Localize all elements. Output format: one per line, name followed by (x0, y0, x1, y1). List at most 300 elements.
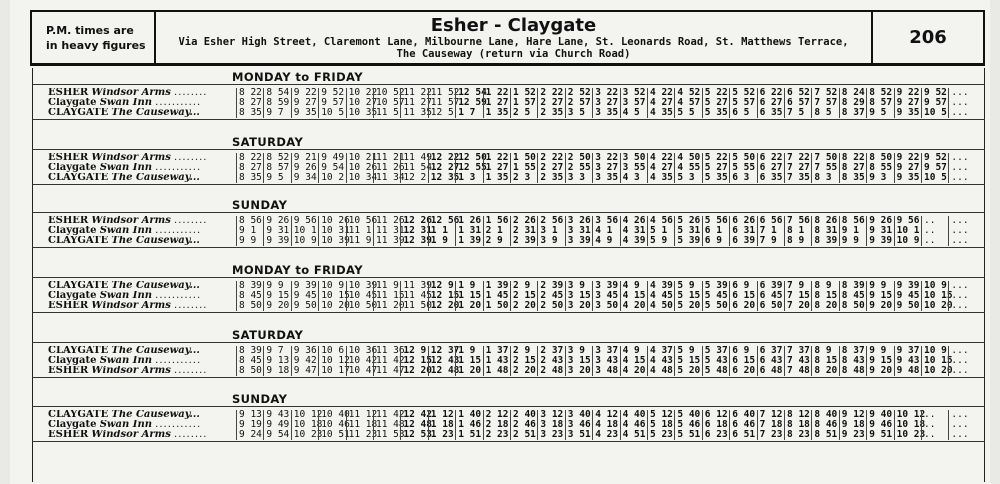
departure-time: 3 20 (567, 365, 591, 376)
journey-column (921, 153, 951, 183)
departure-time: 1 35 (485, 172, 509, 183)
stop-point: The Causeway... (111, 173, 200, 183)
departure-time: 9 45 (896, 290, 920, 301)
departure-time: 8 22 (841, 152, 865, 163)
stop-point: Swan Inn (99, 291, 152, 301)
departure-time: 8 20 (814, 300, 838, 311)
departure-time: 4 31 (622, 225, 646, 236)
departure-time: 7 23 (759, 429, 783, 440)
departure-time: 2 12 (485, 409, 509, 420)
departure-time: 5 23 (650, 429, 673, 440)
journey-column (839, 410, 869, 440)
day-heading: MONDAY to FRIDAY (232, 263, 363, 277)
departure-time: 11 21 (376, 152, 405, 163)
departure-time: 7 22 (787, 152, 810, 163)
departure-time: 8 35 (841, 172, 865, 183)
departure-time: 8 27 (841, 162, 865, 173)
departure-time: 9 52 (321, 87, 345, 98)
departure-time: 1 15 (458, 355, 482, 366)
departure-time: 3 50 (595, 300, 619, 311)
departure-time: 3 57 (622, 97, 646, 108)
departure-time: 6 50 (759, 300, 783, 311)
departure-time: 11 49 (403, 152, 432, 163)
journey-column (565, 281, 595, 311)
departure-time: 4 9 (595, 235, 613, 246)
departure-time: ... (951, 290, 969, 301)
departure-time: 8 43 (841, 355, 865, 366)
departure-time: 8 51 (814, 429, 838, 440)
timetable-section (32, 263, 985, 313)
stop-point: The Causeway... (111, 346, 200, 356)
departure-time: 3 52 (622, 87, 646, 98)
departure-time: 9 52 (924, 87, 947, 98)
departure-time: 8 35 (239, 172, 262, 183)
departure-time: 9 39 (869, 235, 893, 246)
departure-time: 1 27 (485, 162, 509, 173)
departure-time: 8 52 (869, 87, 893, 98)
departure-time: ... (951, 97, 969, 108)
departure-time: 6 40 (732, 409, 756, 420)
stop-place: ESHER (48, 366, 89, 376)
journey-column (592, 153, 622, 183)
journey-column (674, 88, 704, 118)
departure-time: .. (924, 235, 936, 246)
journey-column (565, 216, 595, 246)
stop-labels (48, 346, 236, 376)
journey-column (537, 153, 567, 183)
departure-time: 6 20 (732, 300, 756, 311)
departure-time: 9 54 (321, 162, 345, 173)
departure-time: 9 37 (896, 345, 920, 356)
day-heading: MONDAY to FRIDAY (232, 70, 363, 84)
departure-time: 9 15 (869, 290, 893, 301)
departure-time: 6 39 (759, 280, 783, 291)
departure-time: 4 27 (650, 162, 673, 173)
departure-time: 10 18 (293, 419, 323, 430)
departure-time: 8 56 (841, 215, 865, 226)
departure-time: 8 3 (814, 172, 832, 183)
departure-time: 4 27 (650, 97, 673, 108)
departure-time: 3 39 (595, 280, 619, 291)
departure-time: 12 50 (458, 152, 487, 163)
journey-column (510, 153, 540, 183)
departure-time: 8 45 (841, 290, 865, 301)
departure-time: 4 20 (622, 300, 646, 311)
journey-column (318, 153, 348, 183)
departure-time: 4 35 (650, 107, 673, 118)
departure-time: 7 1 (759, 225, 777, 236)
departure-time: 3 56 (595, 215, 619, 226)
departure-time: 5 35 (704, 172, 728, 183)
departure-time: 2 31 (513, 225, 536, 236)
departure-time: 9 19 (239, 419, 262, 430)
departure-time: 8 9 (814, 280, 832, 291)
journey-column (674, 346, 704, 376)
departure-time: ... (951, 225, 969, 236)
departure-time: 11 22 (403, 87, 432, 98)
departure-time: 3 12 (540, 409, 564, 420)
stop-label (48, 236, 236, 246)
departure-time: 2 40 (513, 409, 536, 420)
journey-column (757, 410, 787, 440)
journey-column (839, 281, 869, 311)
departure-time: 1 43 (485, 355, 509, 366)
departure-time: 12 9 (403, 345, 427, 356)
journey-column (428, 153, 458, 183)
departure-time: 8 50 (239, 365, 262, 376)
departure-time: 9 51 (869, 429, 893, 440)
departure-time: 12 48 (403, 419, 432, 430)
stop-place: ESHER (48, 430, 89, 440)
departure-time: 10 39 (321, 235, 350, 246)
leader-dots: ........... (155, 291, 202, 301)
stop-point: Windsor Arms (91, 301, 171, 311)
departure-time: 5 56 (704, 215, 728, 226)
departure-time: 10 21 (348, 152, 378, 163)
departure-time: 11 42 (376, 355, 405, 366)
departure-time: 4 46 (622, 419, 646, 430)
departure-time: 5 35 (704, 107, 728, 118)
stop-place: Claygate (48, 356, 97, 366)
departure-time: 6 51 (732, 429, 756, 440)
departure-time: 7 18 (759, 419, 783, 430)
departure-time: 7 5 (787, 107, 805, 118)
departure-time: 5 39 (677, 235, 701, 246)
journey-column (784, 281, 814, 311)
journey-column (839, 346, 869, 376)
leader-dots: ........ (174, 88, 208, 98)
departure-time: .. (924, 215, 936, 226)
journey-column (866, 153, 896, 183)
departure-time: 11 31 (376, 225, 405, 236)
departure-time: 1 9 (458, 345, 476, 356)
departure-time: 11 26 (376, 162, 405, 173)
journey-column (483, 216, 513, 246)
departure-time: 1 50 (513, 152, 536, 163)
day-heading: SUNDAY (232, 392, 288, 406)
journey-column (346, 410, 376, 440)
departure-time: 12 27 (430, 162, 460, 173)
departure-time: 10 15 (924, 355, 953, 366)
departure-time: 9 9 (239, 235, 257, 246)
stop-point: The Causeway... (111, 410, 200, 420)
journey-column (565, 410, 595, 440)
stop-place: ESHER (48, 216, 89, 226)
departure-time: 4 40 (622, 409, 646, 420)
journey-column (894, 88, 924, 118)
timetable-section (32, 135, 985, 185)
departure-time: 10 6 (321, 345, 345, 356)
journey-column (921, 88, 951, 118)
departure-time: 1 35 (485, 107, 509, 118)
departure-time: 4 18 (595, 419, 619, 430)
departure-time: 2 27 (540, 162, 564, 173)
journey-column (757, 88, 787, 118)
departure-time: 9 5 (869, 107, 887, 118)
departure-time: 7 55 (814, 162, 838, 173)
departure-time: 1 15 (458, 290, 482, 301)
stop-place: Claygate (48, 163, 97, 173)
departure-time: 9 35 (896, 107, 920, 118)
departure-time: 2 52 (567, 87, 591, 98)
departure-time: 2 9 (513, 280, 531, 291)
stop-label (48, 98, 236, 108)
departure-time: 6 12 (704, 409, 728, 420)
departure-time: 9 31 (869, 225, 893, 236)
day-heading: SUNDAY (232, 198, 288, 212)
departure-time: 9 57 (924, 97, 947, 108)
journey-column (455, 410, 485, 440)
journey-column (729, 153, 759, 183)
departure-time: 5 52 (732, 87, 756, 98)
departure-time: 8 27 (239, 162, 262, 173)
departure-time: 9 26 (869, 215, 893, 226)
departure-time: 12 31 (403, 225, 432, 236)
departure-time: 2 51 (513, 429, 536, 440)
departure-time: 8 12 (787, 409, 810, 420)
departure-time: 4 5 (622, 107, 640, 118)
departure-time: 1 51 (458, 429, 482, 440)
departure-time: 6 1 (704, 225, 722, 236)
journey-column (318, 216, 348, 246)
departure-time: 6 46 (732, 419, 756, 430)
departure-time: 4 9 (622, 345, 640, 356)
departure-time: 10 9 (924, 345, 947, 356)
departure-time: 1 18 (430, 419, 454, 430)
departure-time: 8 1 (787, 225, 805, 236)
departure-time: 11 20 (376, 300, 405, 311)
departure-time: 12 9 (430, 280, 454, 291)
journey-column (291, 346, 321, 376)
journey-column (565, 346, 595, 376)
departure-time: 8 20 (814, 365, 838, 376)
departure-time: 8 9 (814, 345, 832, 356)
stop-place: ESHER (48, 153, 89, 163)
stop-labels (48, 281, 236, 311)
stop-label (48, 366, 236, 376)
departure-time: 9 56 (293, 215, 317, 226)
journey-column (757, 281, 787, 311)
journey-column (373, 216, 403, 246)
departure-time: 4 52 (677, 87, 701, 98)
departure-time: 6 27 (759, 162, 783, 173)
departure-time: 12 26 (403, 215, 432, 226)
journey-column (483, 88, 513, 118)
journey-column (866, 88, 896, 118)
departure-time: 5 27 (704, 97, 728, 108)
departure-time: ... (951, 355, 969, 366)
journey-column (236, 153, 266, 183)
journey-column (894, 216, 924, 246)
stop-labels (48, 88, 236, 118)
journey-column (784, 88, 814, 118)
journey-column (702, 88, 732, 118)
departure-time: 10 31 (321, 225, 350, 236)
departure-time: 1 40 (458, 409, 482, 420)
departure-time: 3 51 (567, 429, 591, 440)
departure-time: 1 39 (485, 280, 509, 291)
stop-label (48, 291, 236, 301)
departure-time: 7 57 (814, 97, 838, 108)
departure-time: ... (951, 429, 969, 440)
route-description (156, 12, 873, 63)
journey-column (729, 216, 759, 246)
departure-time: 10 26 (321, 215, 350, 226)
departure-time: 9 15 (266, 290, 290, 301)
departure-time: 11 47 (376, 365, 405, 376)
journey-column (729, 281, 759, 311)
departure-time: 8 57 (266, 162, 290, 173)
departure-time: 9 27 (293, 97, 317, 108)
departure-time: 6 22 (759, 152, 783, 163)
departure-time: 8 22 (239, 87, 262, 98)
departure-time: 11 42 (376, 409, 405, 420)
departure-time: 4 39 (650, 280, 673, 291)
departure-time: 5 45 (704, 290, 728, 301)
departure-time: 9 31 (266, 225, 290, 236)
departure-time: 11 52 (430, 87, 460, 98)
departure-time: 9 45 (293, 290, 317, 301)
departure-time: 2 35 (540, 107, 564, 118)
departure-time: 2 9 (485, 235, 503, 246)
departure-time: 9 26 (293, 162, 317, 173)
journey-column (263, 153, 293, 183)
journey-column (428, 88, 458, 118)
departure-time: 3 22 (595, 87, 619, 98)
departure-time: 11 26 (376, 215, 405, 226)
departure-time: 5 39 (704, 280, 728, 291)
journey-column (510, 346, 540, 376)
departure-time: 4 12 (595, 409, 619, 420)
departure-time: 5 40 (677, 409, 701, 420)
journey-column (428, 346, 458, 376)
departure-time: 5 48 (704, 365, 728, 376)
journey-column (592, 410, 622, 440)
departure-time: 1 48 (485, 365, 509, 376)
journey-column (702, 153, 732, 183)
journey-column (894, 281, 924, 311)
journey-column (400, 88, 430, 118)
leader-dots: ........ (174, 430, 208, 440)
departure-time: 7 20 (787, 300, 810, 311)
journey-column (263, 88, 293, 118)
journey-column (702, 346, 732, 376)
departure-time: 10 50 (348, 300, 378, 311)
journey-column (291, 281, 321, 311)
journey-column (702, 410, 732, 440)
stop-label (48, 420, 236, 430)
departure-time: 1 39 (458, 235, 482, 246)
departure-time: 10 5 (321, 107, 345, 118)
departure-time: 10 35 (348, 107, 378, 118)
departure-time: 8 45 (239, 355, 262, 366)
journey-column (428, 410, 458, 440)
departure-time: 8 22 (239, 152, 262, 163)
departure-time: 1 22 (485, 152, 509, 163)
stop-label (48, 281, 236, 291)
leader-dots: ........ (174, 366, 208, 376)
journey-column (400, 153, 430, 183)
departure-time: 8 50 (841, 300, 865, 311)
journey-column (263, 346, 293, 376)
journey-column (592, 281, 622, 311)
departure-time: 5 22 (704, 152, 728, 163)
stop-place: CLAYGATE (48, 281, 109, 291)
journey-column (647, 410, 677, 440)
departure-time: 3 27 (595, 162, 619, 173)
departure-time: 9 27 (896, 97, 920, 108)
route-number: 206 (909, 27, 947, 48)
departure-time: 9 24 (239, 429, 262, 440)
journey-column (373, 410, 403, 440)
departure-time: 8 57 (869, 97, 893, 108)
journey-column (866, 216, 896, 246)
stop-label (48, 88, 236, 98)
departure-time: 8 26 (814, 215, 838, 226)
departure-time: 5 55 (732, 162, 756, 173)
departure-time: 11 54 (403, 162, 432, 173)
departure-time: 3 48 (595, 365, 619, 376)
departure-time: 9 21 (293, 152, 317, 163)
departure-time: 9 35 (293, 107, 317, 118)
timetable-header (30, 10, 985, 66)
departure-time: 1 55 (513, 162, 536, 173)
departure-time: 4 9 (622, 280, 640, 291)
journey-column (674, 281, 704, 311)
timetable-section (32, 392, 985, 442)
journey-column (318, 88, 348, 118)
departure-time: 9 20 (869, 365, 893, 376)
journey-column (620, 153, 650, 183)
departure-time: 2 43 (540, 355, 564, 366)
departure-time: 10 46 (321, 419, 350, 430)
departure-time: 10 5 (924, 172, 947, 183)
departure-time: 9 36 (293, 345, 317, 356)
departure-time: 4 55 (677, 162, 701, 173)
departure-time: 11 1 (348, 225, 372, 236)
departure-time: 7 43 (787, 355, 810, 366)
journey-column (291, 410, 321, 440)
journey-column (674, 410, 704, 440)
departure-time: 5 15 (677, 290, 701, 301)
departure-time: 10 9 (321, 280, 345, 291)
journey-column (784, 410, 814, 440)
departure-time: 9 1 (239, 225, 257, 236)
departure-time: 6 20 (732, 365, 756, 376)
departure-time: 4 45 (650, 290, 673, 301)
journey-column (537, 281, 567, 311)
departure-time: 8 39 (841, 280, 865, 291)
journey-column (674, 153, 704, 183)
departure-time: 8 56 (239, 215, 262, 226)
departure-time: 10 27 (348, 97, 378, 108)
departure-time: 1 20 (458, 365, 482, 376)
journey-column (565, 88, 595, 118)
departure-time: 2 57 (567, 97, 591, 108)
departure-time: 6 27 (759, 97, 783, 108)
departure-time: 6 56 (759, 215, 783, 226)
departure-time: 3 15 (567, 290, 591, 301)
timetable-section (32, 70, 985, 120)
stop-place: CLAYGATE (48, 236, 109, 246)
stop-labels (48, 153, 236, 183)
departure-time: 4 23 (595, 429, 619, 440)
departure-time: 1 9 (458, 280, 476, 291)
departure-time: 8 31 (814, 225, 838, 236)
leader-dots: ........... (155, 98, 202, 108)
departure-time: 9 20 (266, 300, 290, 311)
departure-time: 3 23 (540, 429, 564, 440)
